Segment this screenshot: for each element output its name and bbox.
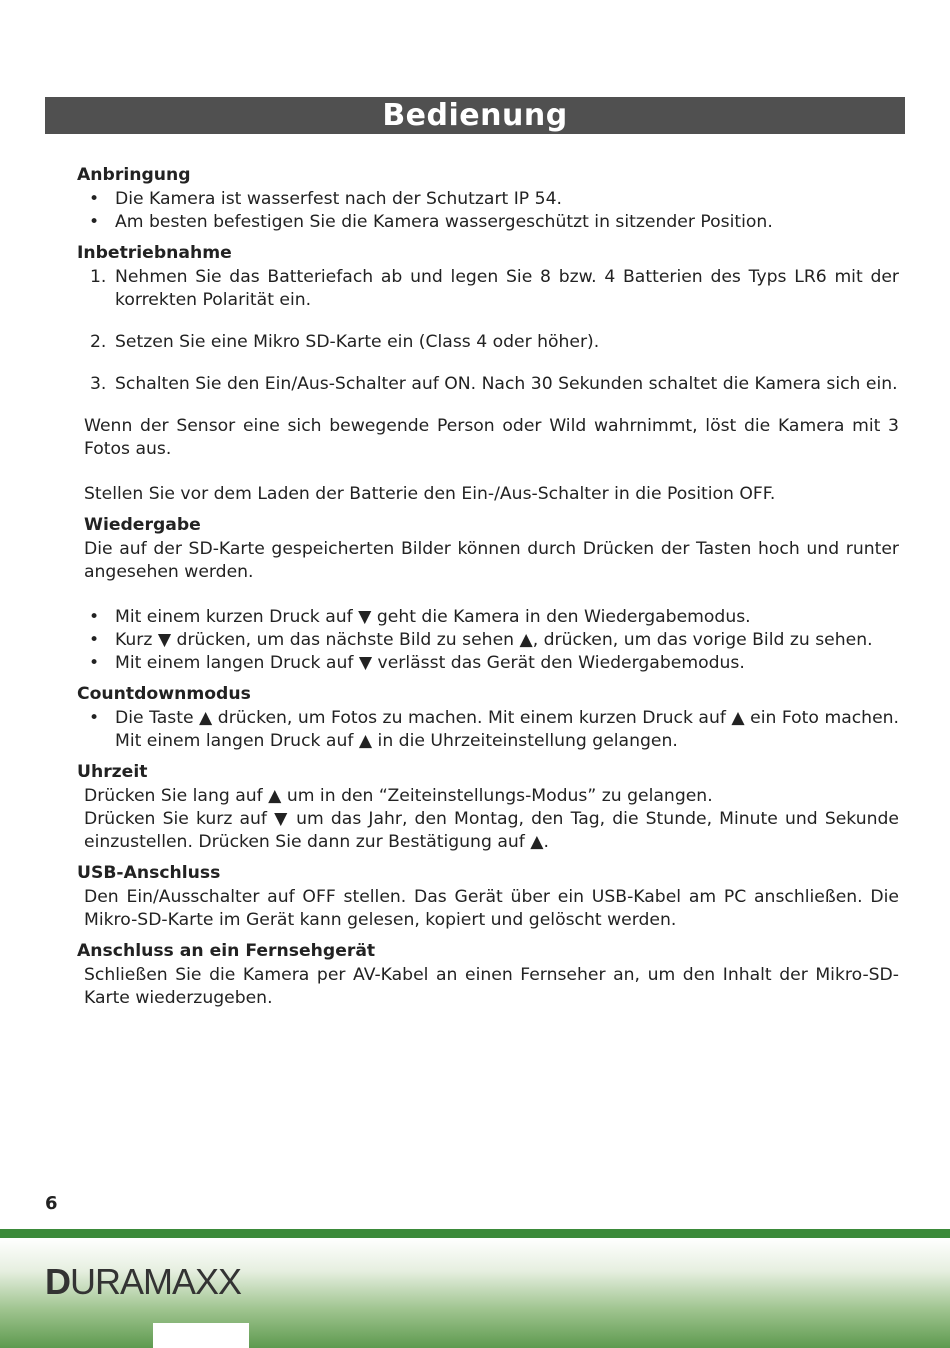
anbringung-list <box>77 188 899 234</box>
battery-paragraph: Stellen Sie vor dem Laden der Batterie den Ein-/Aus-Schalter in die Position OFF. <box>84 484 776 504</box>
page-number: 6 <box>45 1193 58 1214</box>
step-text: Schalten Sie den Ein/Aus-Schalter auf ON. Nach 30 Sekunden schaltet die Kamera sich ein. <box>115 374 898 394</box>
list-item: • Am besten befestigen Sie die Kamera wassergeschützt in sitzender Position. <box>77 211 899 234</box>
list-item: • Mit einem kurzen Druck auf ▼ geht die Kamera in den Wiedergabemodus. <box>77 606 899 629</box>
countdown-list <box>77 707 899 753</box>
step-item <box>77 331 899 354</box>
heading-wiedergabe: Wiedergabe <box>84 515 201 535</box>
manual-content <box>77 162 899 1010</box>
step-item <box>77 266 899 312</box>
duramaxx-logo <box>45 1262 241 1302</box>
page-title: Bedienung <box>45 97 905 134</box>
tv-paragraph: Schließen Sie die Kamera per AV-Kabel an einen Fernseher an, um den Inhalt der Mikro-SD-Karte wiederzugeben. <box>84 965 899 1008</box>
wiedergabe-paragraph: Die auf der SD-Karte gespeicherten Bilder können durch Drücken der Tasten hoch und runter angesehen werden. <box>84 539 899 582</box>
heading-countdown: Countdownmodus <box>77 684 251 704</box>
step-number: 1. <box>90 267 107 287</box>
list-item: • Mit einem langen Druck auf ▼ verlässt das Gerät den Wiedergabemodus. <box>77 652 899 675</box>
footer-divider <box>0 1229 950 1238</box>
uhrzeit-line-2: Drücken Sie kurz auf ▼ um das Jahr, den Montag, den Tag, die Stunde, Minute und Sekunde einzustellen. Drücken Sie dann zur Bestätigung auf ▲. <box>84 809 899 852</box>
heading-usb: USB-Anschluss <box>77 863 221 883</box>
usb-paragraph: Den Ein/Ausschalter auf OFF stellen. Das Gerät über ein USB-Kabel am PC anschließen. Die Mikro-SD-Karte im Gerät kann gelesen, kopiert und gelöscht werden. <box>84 887 899 930</box>
heading-inbetriebnahme: Inbetriebnahme <box>77 243 232 263</box>
step-text: Nehmen Sie das Batteriefach ab und legen Sie 8 bzw. 4 Batterien des Typs LR6 mit der korrekten Polarität ein. <box>115 267 899 310</box>
list-item: • Kurz ▼ drücken, um das nächste Bild zu sehen ▲, drücken, um das vorige Bild zu sehen. <box>77 629 899 652</box>
wiedergabe-list <box>77 606 899 675</box>
step-item <box>77 373 899 396</box>
footer-tab <box>153 1323 249 1348</box>
heading-anbringung: Anbringung <box>77 165 191 185</box>
sensor-paragraph: Wenn der Sensor eine sich bewegende Person oder Wild wahrnimmt, löst die Kamera mit 3 Fotos aus. <box>84 416 899 459</box>
heading-tv: Anschluss an ein Fernsehgerät <box>77 941 376 961</box>
step-number: 3. <box>90 374 107 394</box>
logo-letter: D <box>45 1261 70 1302</box>
uhrzeit-line-1: Drücken Sie lang auf ▲ um in den “Zeiteinstellungs-Modus” zu gelangen. <box>84 786 713 806</box>
heading-uhrzeit: Uhrzeit <box>77 762 148 782</box>
step-number: 2. <box>90 332 107 352</box>
inbetriebnahme-steps <box>77 266 899 396</box>
list-item: • Die Kamera ist wasserfest nach der Schutzart IP 54. <box>77 188 899 211</box>
logo-text: URAMAXX <box>70 1261 242 1302</box>
step-text: Setzen Sie eine Mikro SD-Karte ein (Class 4 oder höher). <box>115 332 600 352</box>
list-item: • Die Taste ▲ drücken, um Fotos zu machen. Mit einem kurzen Druck auf ▲ ein Foto machen. Mit einem langen Druck auf ▲ in die Uhrzeiteinstellung gelangen. <box>77 707 899 753</box>
